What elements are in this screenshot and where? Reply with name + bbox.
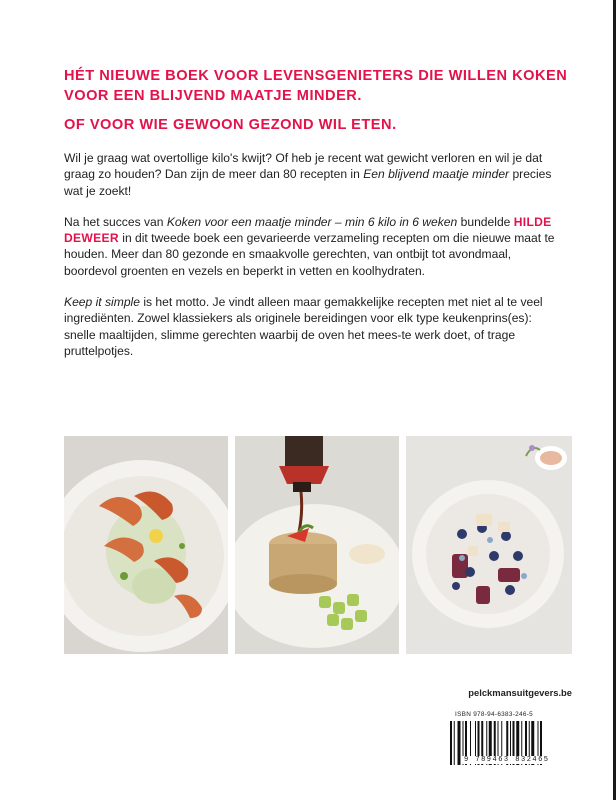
publisher-url[interactable]: pelckmansuitgevers.be (468, 687, 572, 698)
isbn-label: ISBN 978-94-6383-246-5 (455, 711, 534, 718)
photo-rice-tower-dish (235, 436, 399, 654)
previous-book-title: Koken voor een maatje minder – min 6 kilo in 6 weken (166, 214, 458, 229)
p2-text-a: Na het succes van (64, 214, 167, 229)
p2-text-c: in dit tweede boek een gevarieerde verzameling recepten om die nieuwe maat te houden. Meer dan 80 gezonde en smaakvolle gerechten, van ontbijt tot avondmaal, boordevol groenten en vezels en beperkt in vetten en koolhydraten. (64, 231, 555, 278)
p3-text-a: is het motto. Je vindt alleen maar gemakkelijke recepten met niet al te veel ingrediënten. Zowel klassiekers als originele bereidingen voor elk type keukenprins(es): snelle maaltijden, slimme gerechten waarbij de oven het mees-te werk doet, of trage pruttelpotjes. (64, 295, 543, 358)
blurb-paragraph-2 (64, 214, 564, 279)
author-name: HILDE DEWEER (64, 214, 552, 246)
blurb-paragraph-3 (64, 294, 564, 359)
headline-line-3: OF VOOR WIE GEWOON GEZOND WIL ETEN. (64, 117, 397, 133)
blurb-paragraph-1 (64, 150, 564, 199)
headline-line-2: VOOR EEN BLIJVEND MAATJE MINDER. (64, 88, 362, 104)
motto: Keep it simple (64, 295, 140, 310)
blurb (64, 150, 564, 374)
photo-shrimp-dish (64, 436, 228, 654)
book-title: Een blijvend maatje minder (363, 167, 510, 182)
p1-text-b: precies wat je zoekt! (64, 167, 552, 198)
p1-text-a: Wil je graag wat overtollige kilo's kwijt? Of heb je recent wat gewicht verloren en wil je dat graag zo houden? Dan zijn de meer dan 80 recepten in (64, 151, 543, 182)
headline (64, 66, 584, 135)
barcode-digits: 9 789463 832465 (462, 756, 574, 764)
p2-text-b: bundelde (457, 214, 514, 229)
photo-salad-bowl-dish (406, 436, 572, 654)
headline-line-1: HÉT NIEUWE BOEK VOOR LEVENSGENIETERS DIE WILLEN KOKEN (64, 68, 568, 84)
